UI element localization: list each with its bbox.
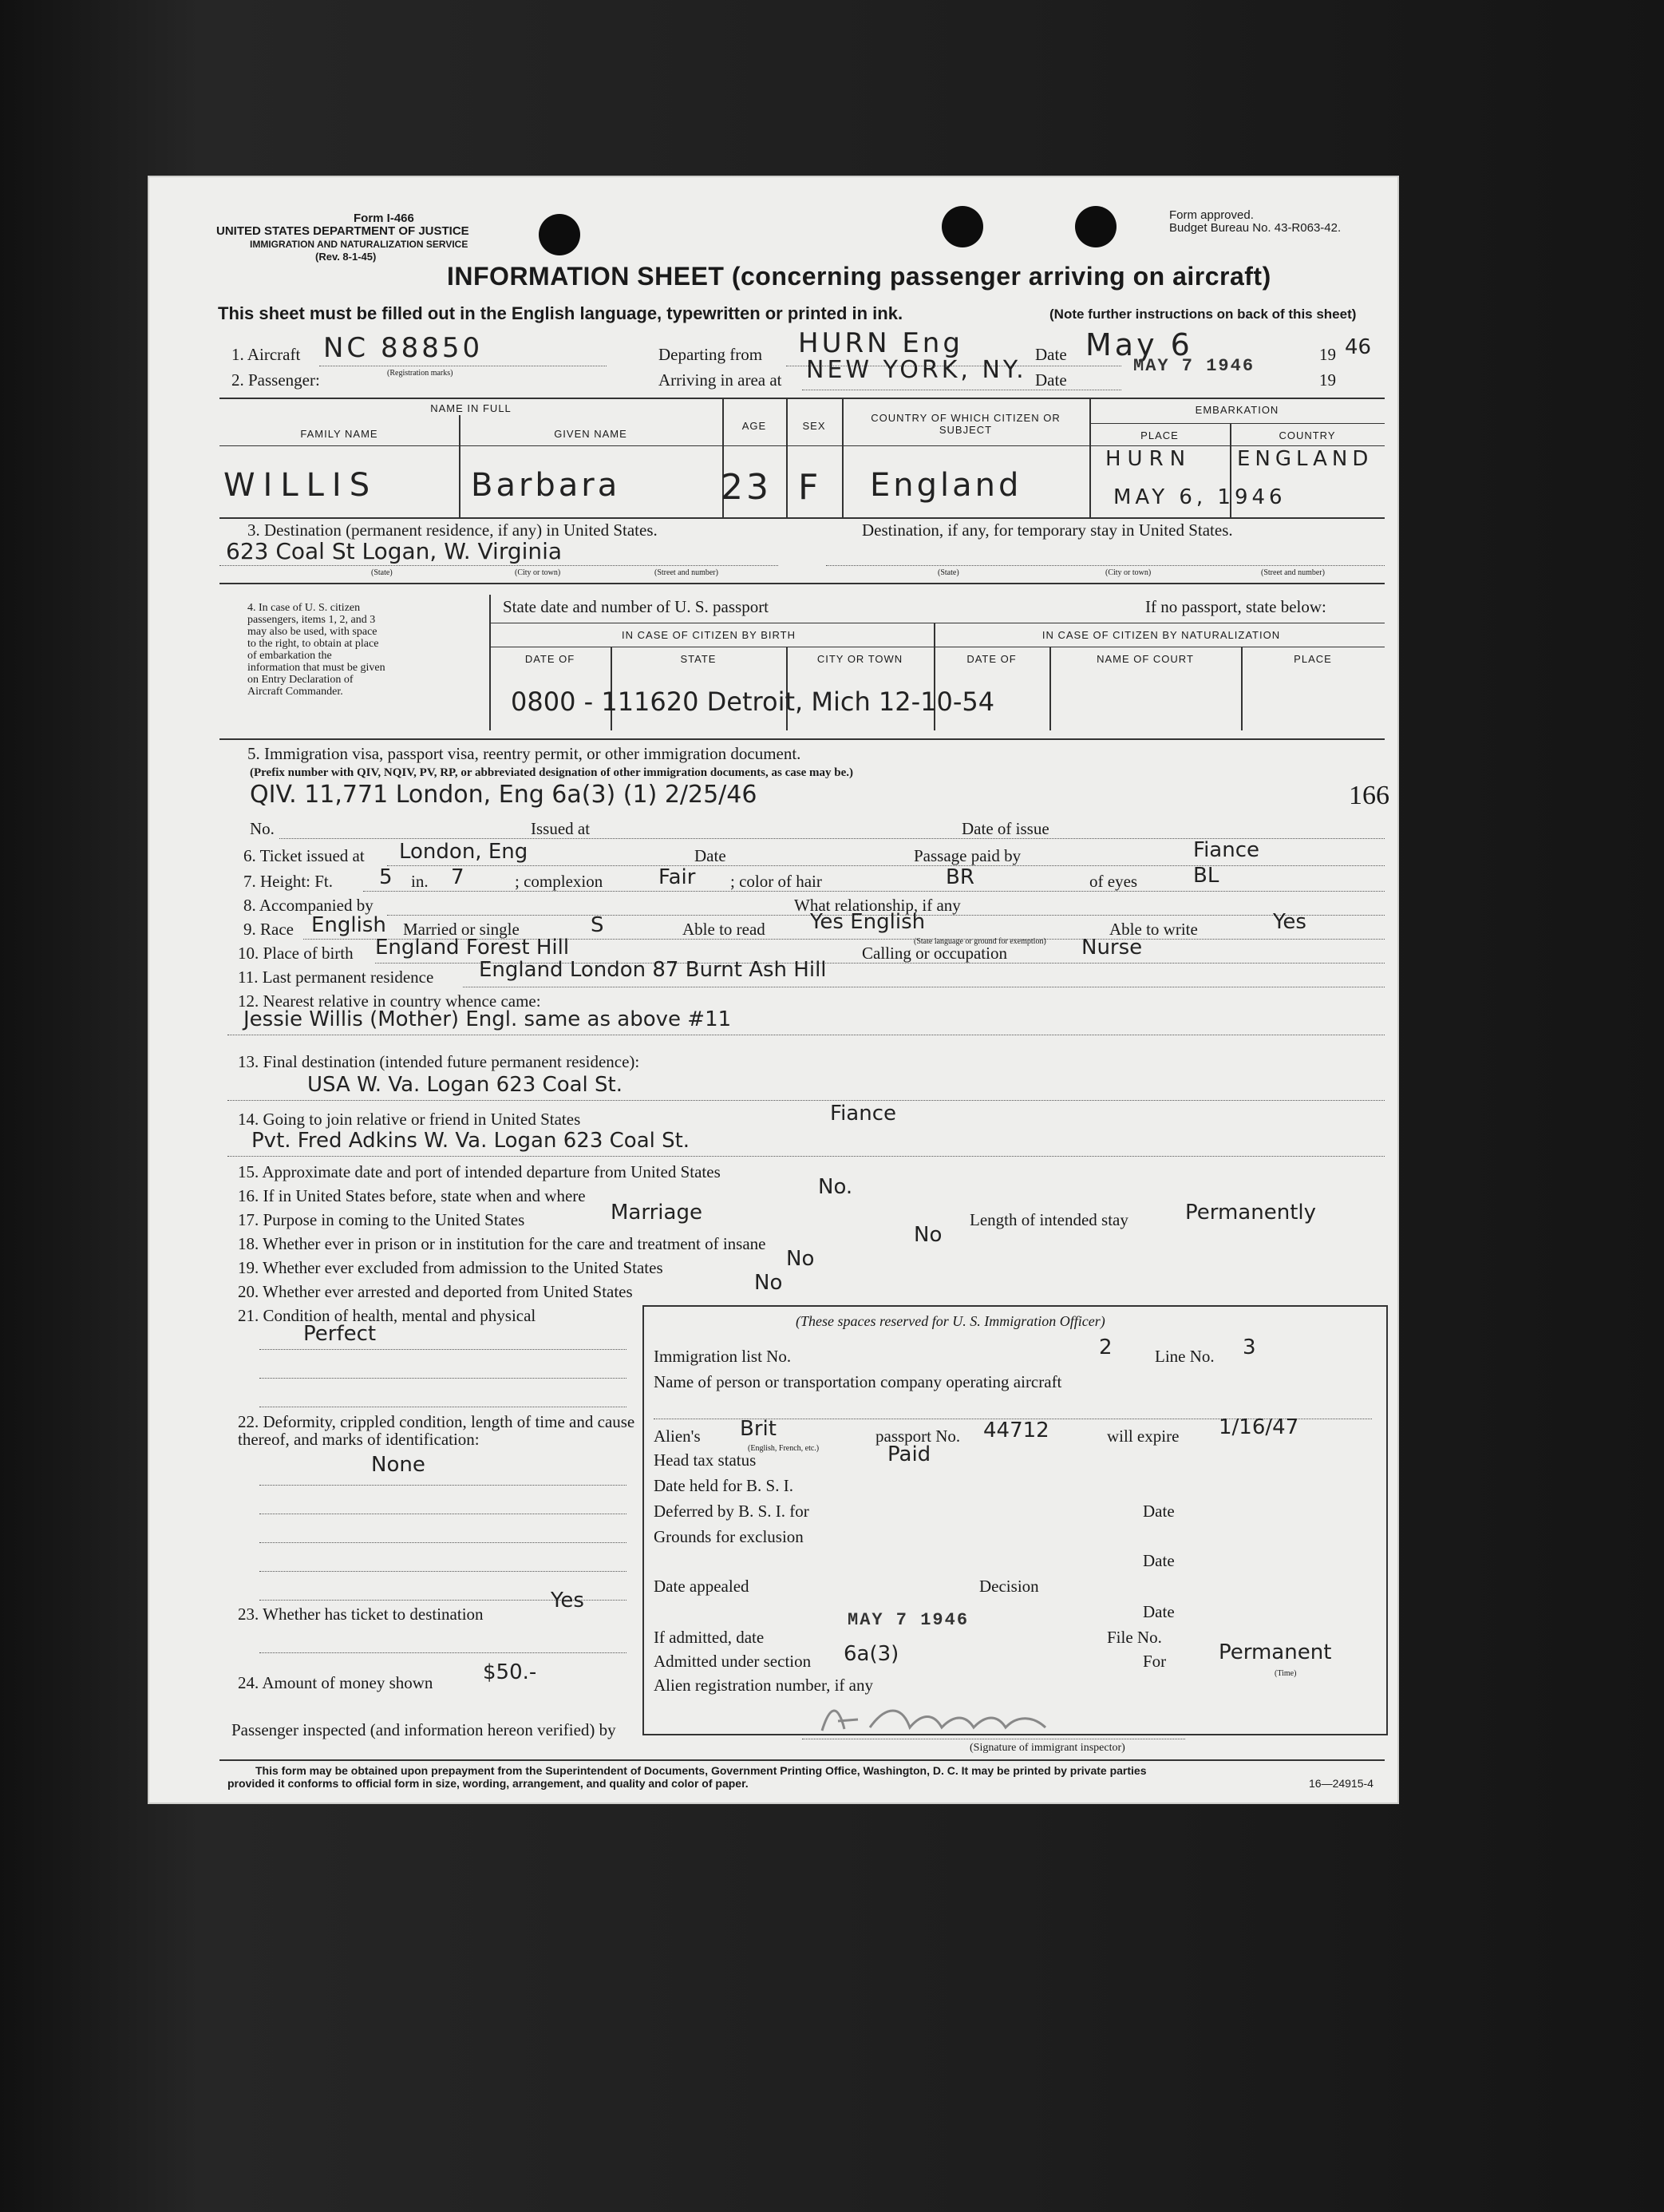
company-label: Name of person or transportation company operating aircraft — [654, 1372, 1062, 1391]
date-label-c: Date — [1143, 1602, 1175, 1621]
date-value-1: May 6 — [1085, 327, 1193, 362]
signature-caption: (Signature of immigrant inspector) — [970, 1742, 1125, 1754]
final-dest-value: USA W. Va. Logan 623 Coal St. — [307, 1073, 623, 1097]
note-back: (Note further instructions on back of this sheet) — [1049, 307, 1357, 322]
form-title: INFORMATION SHEET (concerning passenger arriving on aircraft) — [447, 262, 1271, 291]
item19-value: No — [786, 1247, 815, 1271]
hdr-sex: SEX — [802, 420, 826, 432]
hdr-country: COUNTRY — [1279, 429, 1336, 441]
page-number: 166 — [1349, 781, 1389, 810]
eyes-value: BL — [1193, 864, 1219, 888]
time-caption: (Time) — [1275, 1669, 1297, 1678]
item8-rel: What relationship, if any — [794, 896, 961, 915]
hdr-given-name: GIVEN NAME — [554, 428, 627, 440]
deferred-label: Deferred by B. S. I. for — [654, 1502, 809, 1521]
punch-hole-2 — [942, 206, 983, 247]
given-name-value: Barbara — [471, 467, 621, 504]
item5-label: 5. Immigration visa, passport visa, reentry permit, or other immigration document. — [247, 744, 801, 763]
hdr-place: PLACE — [1140, 429, 1179, 441]
lang-caption: (State language or ground for exemption) — [914, 937, 1046, 946]
item22-label: 22. Deformity, crippled condition, length of time and cause thereof, and marks of identification: — [238, 1412, 635, 1449]
dest-state-caption: (State) — [371, 568, 393, 577]
alien-reg-label: Alien registration number, if any — [654, 1676, 873, 1695]
emb-date-value: MAY 6, 1946 — [1113, 485, 1287, 509]
list-no-value: 2 — [1099, 1336, 1113, 1359]
item24-label: 24. Amount of money shown — [238, 1673, 433, 1692]
item16-value: No. — [818, 1175, 853, 1199]
hdr-state: STATE — [680, 653, 717, 665]
hair-value: BR — [946, 865, 974, 889]
hdr-place-nat: PLACE — [1294, 653, 1332, 665]
print-number: 16—24915-4 — [1309, 1777, 1373, 1790]
date-stamp-2: MAY 7 1946 — [1133, 356, 1255, 376]
appealed-label: Date appealed — [654, 1577, 749, 1596]
footer-rule — [219, 1759, 1385, 1761]
temp-state-caption: (State) — [938, 568, 959, 577]
money-value: $50.- — [483, 1660, 537, 1684]
rule-item4-top — [219, 583, 1385, 584]
item9-label: 9. Race — [243, 920, 294, 939]
destination-label: 3. Destination (permanent residence, if any) in United States. — [247, 520, 658, 540]
expire-label: will expire — [1107, 1427, 1180, 1446]
stay-value: Permanently — [1185, 1201, 1316, 1225]
hdr-by-nat: IN CASE OF CITIZEN BY NATURALIZATION — [1041, 629, 1281, 641]
item6-value: London, Eng — [399, 840, 528, 864]
item6-paid-value: Fiance — [1193, 838, 1259, 862]
instruction: This sheet must be filled out in the English language, typewritten or printed in ink. — [218, 303, 903, 323]
age-value: 23 — [721, 467, 772, 508]
item15-label: 15. Approximate date and port of intended departure from United States — [238, 1162, 721, 1181]
item5-date-issue: Date of issue — [962, 819, 1049, 838]
dest-city-caption: (City or town) — [515, 568, 561, 577]
item5-no: No. — [250, 819, 275, 838]
date-label-b: Date — [1143, 1551, 1175, 1570]
alien-label: Alien's — [654, 1427, 701, 1446]
item6-label: 6. Ticket issued at — [243, 846, 365, 865]
complexion-value: Fair — [658, 865, 696, 889]
purpose-value: Marriage — [611, 1201, 702, 1225]
department: UNITED STATES DEPARTMENT OF JUSTICE — [216, 224, 469, 238]
hdr-name-in-full: NAME IN FULL — [430, 402, 512, 414]
item13-label: 13. Final destination (intended future permanent residence): — [238, 1052, 640, 1071]
item6-date: Date — [694, 846, 726, 865]
item5-value: QIV. 11,771 London, Eng 6a(3) (1) 2/25/46 — [250, 781, 757, 809]
hdr-age: AGE — [741, 420, 767, 432]
temp-destination-line — [826, 565, 1385, 566]
married-value: S — [591, 913, 604, 937]
married-label: Married or single — [403, 920, 520, 939]
for-value: Permanent — [1219, 1640, 1332, 1664]
item18-label: 18. Whether ever in prison or in institution for the care and treatment of insane — [238, 1234, 766, 1253]
item14-label: 14. Going to join relative or friend in United States — [238, 1110, 581, 1129]
passport-state-label: State date and number of U. S. passport — [503, 597, 769, 616]
expire-value: 1/16/47 — [1219, 1415, 1299, 1439]
write-label: Able to write — [1109, 920, 1198, 939]
year-prefix-1: 19 — [1319, 345, 1336, 364]
admitted-label: If admitted, date — [654, 1628, 765, 1647]
stay-label: Length of intended stay — [970, 1210, 1128, 1229]
form-approved: Form approved. — [1169, 208, 1254, 222]
emb-place-value: HURN — [1105, 447, 1192, 471]
birth-value: England Forest Hill — [375, 936, 570, 960]
admitted-stamp: MAY 7 1946 — [848, 1610, 970, 1630]
temp-destination-label: Destination, if any, for temporary stay in United States. — [862, 520, 1233, 540]
item21-l2 — [259, 1378, 626, 1379]
hdr-embarkation: EMBARKATION — [1195, 404, 1279, 416]
rule-item4-bottom — [219, 738, 1385, 740]
dest-street-caption: (Street and number) — [654, 568, 718, 577]
hdr-date-nat: DATE OF — [966, 653, 1017, 665]
arriving-label: Arriving in area at — [658, 370, 782, 390]
height-in: 7 — [451, 865, 464, 889]
alien-caption: (English, French, etc.) — [748, 1444, 820, 1453]
item7-line — [363, 891, 1385, 892]
item5-issued: Issued at — [531, 819, 591, 838]
emb-rule — [1089, 423, 1385, 424]
form-number: Form I-466 — [354, 212, 414, 225]
registration-marks: (Registration marks) — [387, 369, 453, 378]
read-value: Yes English — [810, 910, 926, 934]
item20-value: No — [754, 1271, 783, 1295]
item22-l1 — [259, 1485, 626, 1486]
head-tax-label: Head tax status — [654, 1450, 757, 1470]
join-relation: Fiance — [830, 1102, 896, 1126]
item20-label: 20. Whether ever arrested and deported from United States — [238, 1282, 633, 1301]
height-in-label: in. — [411, 872, 429, 891]
item18-value: No — [914, 1223, 943, 1247]
citizen-value: England — [870, 467, 1022, 504]
item14-line — [227, 1156, 1385, 1157]
deformity-value: None — [371, 1453, 425, 1477]
section-value: 6a(3) — [844, 1642, 899, 1666]
revision: (Rev. 8-1-45) — [315, 251, 377, 263]
residence-value: England London 87 Burnt Ash Hill — [479, 958, 827, 982]
complexion-label: ; complexion — [515, 872, 603, 891]
punch-hole-3 — [1075, 206, 1117, 247]
punch-hole-1 — [539, 214, 580, 255]
write-value: Yes — [1273, 910, 1306, 934]
item17-label: 17. Purpose in coming to the United States — [238, 1210, 525, 1229]
decision-label: Decision — [979, 1577, 1039, 1596]
item19-label: 19. Whether ever excluded from admission to the United States — [238, 1258, 663, 1277]
calling-label: Calling or occupation — [862, 944, 1007, 963]
join-value: Pvt. Fred Adkins W. Va. Logan 623 Coal St. — [251, 1129, 690, 1153]
date-label-1: Date — [1035, 345, 1067, 364]
departing-value: HURN Eng — [798, 327, 963, 359]
item10-label: 10. Place of birth — [238, 944, 354, 963]
eyes-label: of eyes — [1089, 872, 1138, 891]
list-no-label: Immigration list No. — [654, 1347, 792, 1366]
departing-label: Departing from — [658, 345, 763, 364]
service: IMMIGRATION AND NATURALIZATION SERVICE — [250, 239, 468, 250]
item23-l1 — [259, 1652, 626, 1653]
aircraft-value: NC 88850 — [323, 332, 484, 364]
held-bsi-label: Date held for B. S. I. — [654, 1476, 793, 1495]
family-name-value: WILLIS — [223, 467, 378, 504]
hdr-city: CITY OR TOWN — [816, 653, 903, 665]
temp-city-caption: (City or town) — [1105, 568, 1152, 577]
item21-l1 — [259, 1349, 626, 1350]
item12-label: 12. Nearest relative in country whence came: — [238, 991, 541, 1011]
form-sheet — [148, 176, 1399, 1804]
table-rule-bottom — [219, 517, 1385, 519]
hdr-date-birth: DATE OF — [524, 653, 575, 665]
item6-line — [387, 865, 1385, 866]
read-label: Able to read — [682, 920, 765, 939]
height-ft: 5 — [379, 865, 393, 889]
line-no-value: 3 — [1243, 1336, 1256, 1359]
table-rule-header — [219, 445, 1385, 446]
ticket-value: Yes — [551, 1589, 584, 1613]
table-rule-top — [219, 398, 1385, 399]
item5-sub: (Prefix number with QIV, NQIV, PV, RP, or abbreviated designation of other immigration documents, as case may be.) — [250, 766, 853, 779]
hdr-by-birth: IN CASE OF CITIZEN BY BIRTH — [622, 629, 796, 641]
race-value: English — [311, 913, 386, 937]
passport-no-label: passport No. — [875, 1427, 961, 1446]
item22-l3 — [259, 1542, 626, 1543]
date-label-2: Date — [1035, 370, 1067, 390]
item23-label: 23. Whether has ticket to destination — [238, 1605, 484, 1624]
item13-line — [227, 1100, 1385, 1101]
for-label: For — [1143, 1652, 1167, 1671]
file-no-label: File No. — [1107, 1628, 1162, 1647]
destination-line — [219, 565, 778, 566]
destination-value: 623 Coal St Logan, W. Virginia — [226, 538, 563, 564]
col-div-3 — [786, 398, 788, 517]
health-value: Perfect — [303, 1322, 377, 1346]
year-prefix-2: 19 — [1319, 370, 1336, 390]
inspected-label: Passenger inspected (and information hereon verified) by — [231, 1720, 616, 1739]
footer-note-1: This form may be obtained upon prepayment from the Superintendent of Documents, Government Printing Office, Washington, D. C. It may be printed by private parties — [255, 1764, 1147, 1777]
hdr-family-name: FAMILY NAME — [300, 428, 378, 440]
date-label-a: Date — [1143, 1502, 1175, 1521]
budget-bureau: Budget Bureau No. 43-R063-42. — [1169, 221, 1342, 235]
head-tax-value: Paid — [887, 1442, 931, 1466]
calling-value: Nurse — [1081, 936, 1143, 960]
item6-paid-label: Passage paid by — [914, 846, 1022, 865]
alien-value: Brit — [740, 1417, 777, 1441]
passport-value: 0800 - 111620 Detroit, Mich 12-10-54 — [511, 687, 995, 717]
hdr-country-citizen: COUNTRY OF WHICH CITIZEN OR SUBJECT — [871, 412, 1061, 436]
item21-label: 21. Condition of health, mental and physical — [238, 1306, 536, 1325]
line-no-label: Line No. — [1155, 1347, 1215, 1366]
grounds-label: Grounds for exclusion — [654, 1527, 804, 1546]
passenger-label: 2. Passenger: — [231, 370, 320, 390]
no-passport-label: If no passport, state below: — [1145, 597, 1326, 616]
officer-heading: (These spaces reserved for U. S. Immigration Officer) — [796, 1313, 1105, 1329]
passport-no-value: 44712 — [983, 1419, 1049, 1442]
col-div-4 — [842, 398, 844, 517]
item8-label: 8. Accompanied by — [243, 896, 374, 915]
section-label: Admitted under section — [654, 1652, 812, 1671]
temp-street-caption: (Street and number) — [1261, 568, 1325, 577]
item22-l4 — [259, 1571, 626, 1572]
year-value-1: 46 — [1345, 335, 1372, 359]
relative-value: Jessie Willis (Mother) Engl. same as above #11 — [243, 1007, 732, 1031]
footer-note-2: provided it conforms to official form in size, wording, arrangement, and quality and color of paper. — [227, 1777, 749, 1790]
emb-country-value: ENGLAND — [1237, 447, 1373, 471]
item11-label: 11. Last permanent residence — [238, 968, 434, 987]
item4-text: 4. In case of U. S. citizen passengers, items 1, 2, and 3 may also be used, with space to the right, to obtain at place of embarkation the information that must be given on Entry Declaration of Aircraft Commander. — [247, 602, 385, 698]
aircraft-label: 1. Aircraft — [231, 345, 301, 364]
hair-label: ; color of hair — [730, 872, 822, 891]
item16-label: 16. If in United States before, state when and where — [238, 1186, 586, 1205]
inspector-signature — [814, 1697, 1149, 1742]
officer-box — [642, 1305, 1388, 1735]
hdr-court: NAME OF COURT — [1097, 653, 1194, 665]
item7-label: 7. Height: Ft. — [243, 872, 334, 891]
arriving-value: NEW YORK, NY. — [806, 356, 1027, 384]
sex-value: F — [798, 467, 822, 508]
